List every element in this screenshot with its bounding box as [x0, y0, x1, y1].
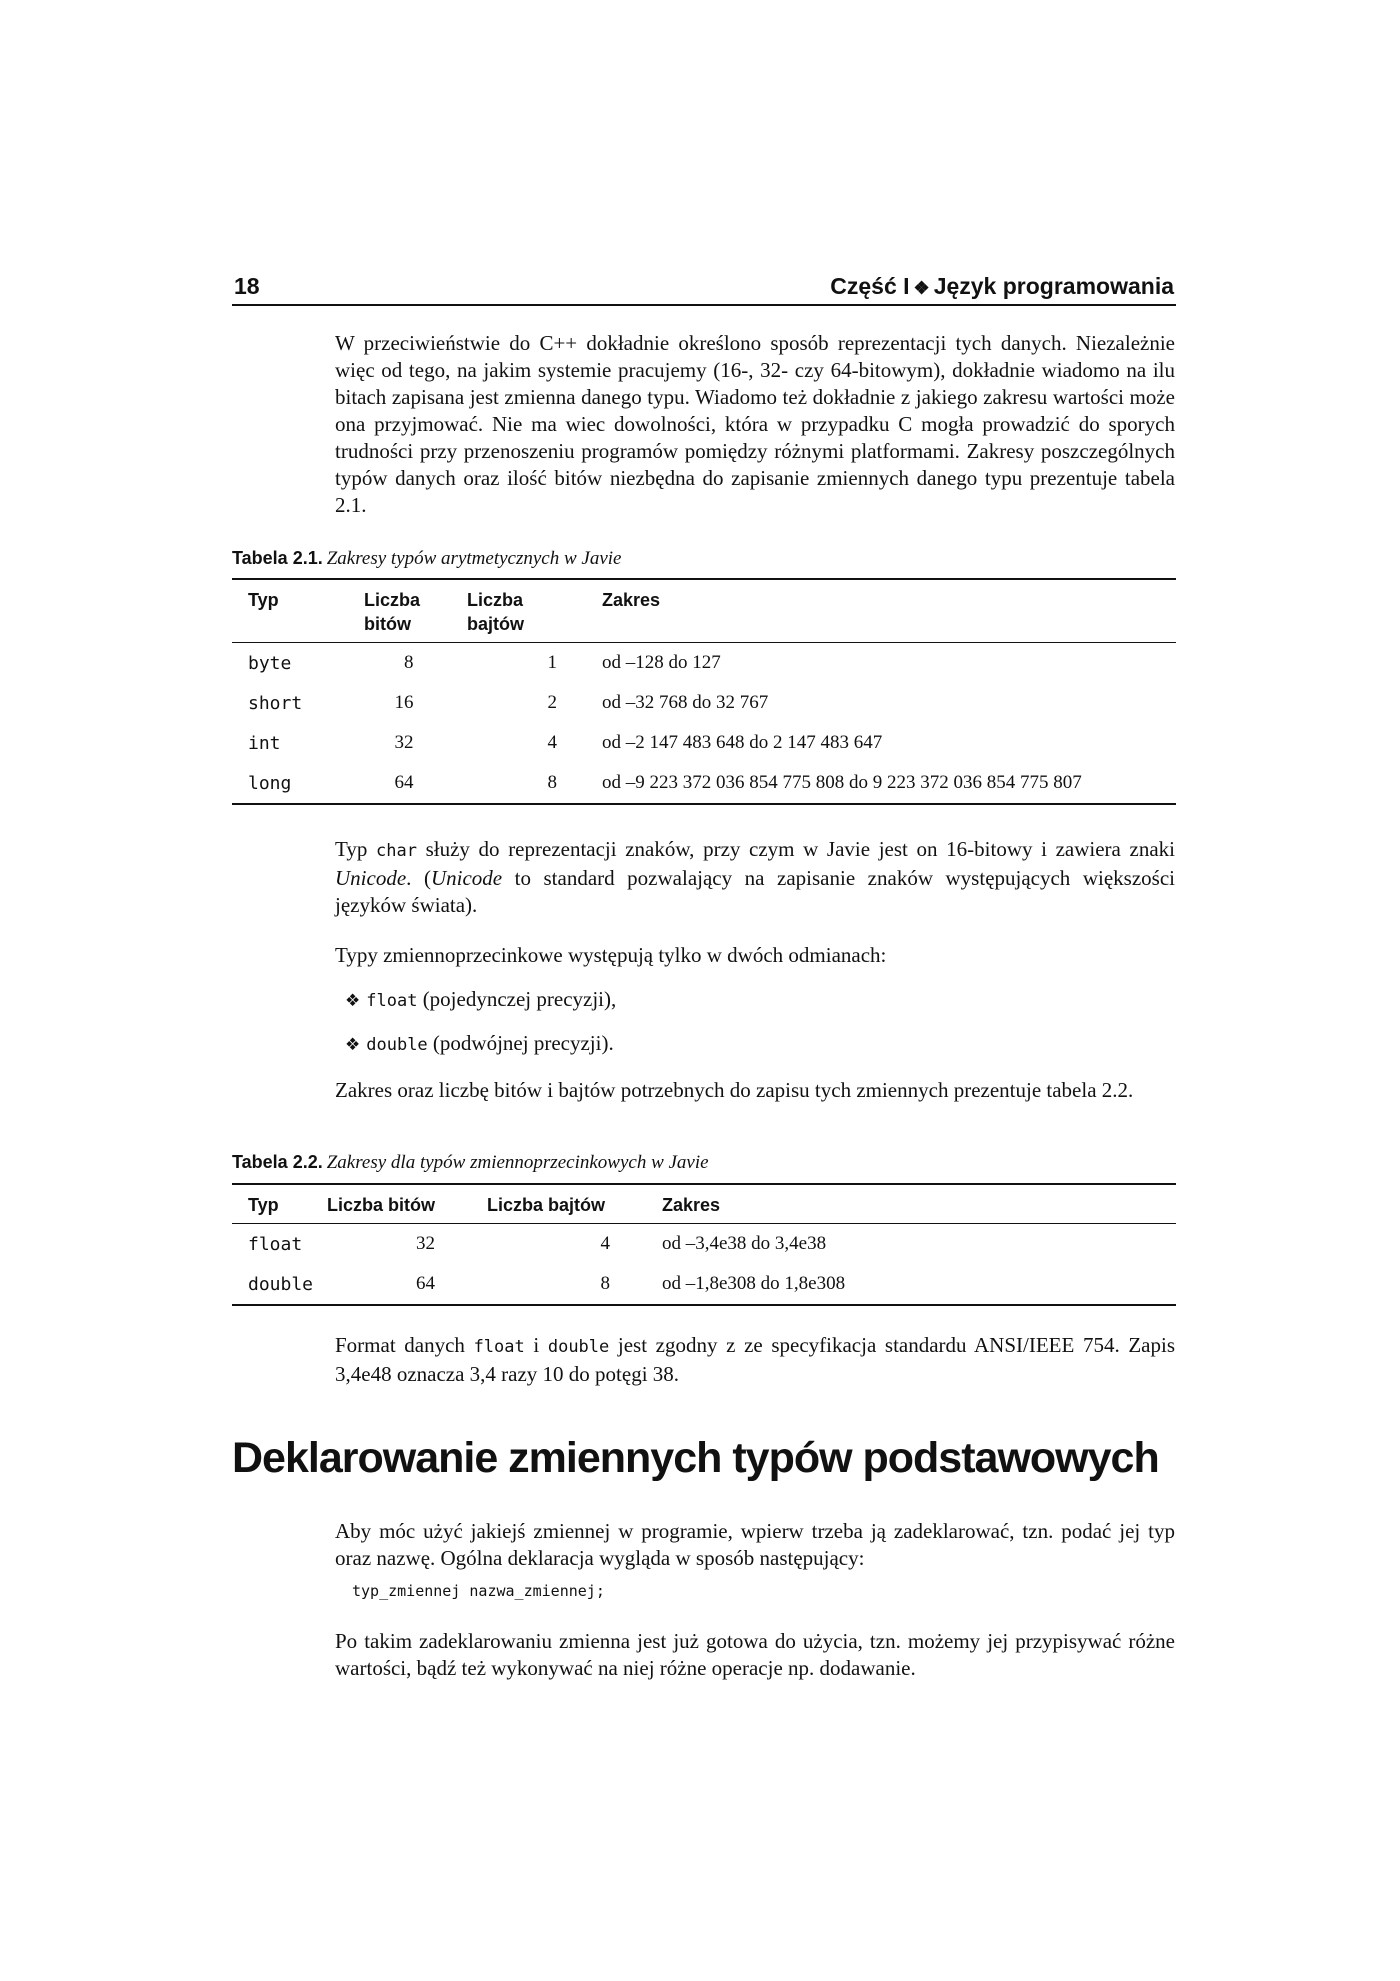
paragraph-intro: W przeciwieństwie do C++ dokładnie określono sposób reprezentacji tych danych. Niezależnie więc od tego, na jakim systemie pracujemy (16-, 32- czy 64-bitowym), dokładnie wiadomo na ilu bitach zapisana jest zmienna danego typu. Wiadomo też dokładnie z jakiego zakresu wartości może ona przyjmować. Nie ma wiec dowolności, która w przypadku C mogła prowadzić do sporych trudności przy przenoszeniu programów pomiędzy różnymi platformami. Zakresy poszczególnych typów danych oraz ilość bitów niezbędna do zapisanie zmiennych danego typu prezentuje tabela 2.1. — [335, 331, 1175, 517]
table1-header-range: Zakres — [602, 579, 1176, 643]
paragraph-table2-intro: Zakres oraz liczbę bitów i bajtów potrzebnych do zapisu tych zmiennych prezentuje tabela 2.2. — [335, 1078, 1134, 1102]
table2-header-type: Typ — [232, 1184, 327, 1224]
table-row: long 64 8 od –9 223 372 036 854 775 808 do 9 223 372 036 854 775 807 — [248, 772, 1082, 794]
table2-label: Tabela 2.2. — [232, 1152, 323, 1172]
list-item: ❖ float (pojedynczej precyzji), — [345, 987, 617, 1011]
table1-title: Zakresy typów arytmetycznych w Javie — [326, 548, 622, 569]
code-example: typ_zmiennej nazwa_zmiennej; — [352, 1582, 605, 1600]
table2-header-bytes: Liczba bajtów — [487, 1195, 606, 1215]
paragraph-char: Typ char służy do reprezentacji znaków, przy czym w Javie jest on 16-bitowy i zawiera znaki Unicode. (Unicode to standard pozwalający na zapisanie znaków występujących większości języków świata). — [335, 837, 1175, 917]
list-item: ❖ double (podwójnej precyzji). — [345, 1031, 614, 1055]
table-row: short 16 2 od –32 768 do 32 767 — [248, 692, 769, 714]
page-number: 18 — [234, 273, 260, 299]
table-row: double 64 8 od –1,8e308 do 1,8e308 — [248, 1273, 846, 1295]
table2-header-range: Zakres — [662, 1184, 1176, 1224]
table2-header-bits: Liczba bitów — [327, 1195, 435, 1215]
section-part: Część I — [830, 273, 910, 299]
paragraph-float-types: Typy zmiennoprzecinkowe występują tylko w dwóch odmianach: — [335, 943, 887, 967]
code-char: char — [376, 841, 417, 861]
diamond-icon: ❖ — [345, 1035, 361, 1054]
paragraph-after-declaration: Po takim zadeklarowaniu zmienna jest już gotowa do użycia, tzn. możemy jej przypisywać różne wartości, bądź też wykonywać na niej różne operacje np. dodawanie. — [335, 1629, 1175, 1680]
table1-label: Tabela 2.1. — [232, 548, 323, 568]
table-row: byte 8 1 od –128 do 127 — [248, 652, 721, 674]
table1-header-bits: Liczba bitów — [364, 590, 421, 634]
paragraph-ieee: Format danych float i double jest zgodny z ze specyfikacja standardu ANSI/IEEE 754. Zapis 3,4e48 oznacza 3,4 razy 10 do potęgi 38. — [335, 1333, 1175, 1386]
section-title — [830, 273, 1174, 300]
table-float-ranges — [232, 1183, 1176, 1306]
section-heading: Deklarowanie zmiennych typów podstawowych — [232, 1434, 1159, 1482]
section-name: Język programowania — [933, 273, 1174, 299]
table1-header-row — [232, 579, 1176, 643]
table2-caption — [232, 1152, 709, 1174]
bullet-list — [345, 986, 616, 1074]
table2-header-row — [232, 1184, 1176, 1224]
table1-header-bits-bytes — [328, 579, 557, 643]
running-header — [232, 272, 1176, 306]
diamond-icon: ❖ — [913, 278, 930, 298]
table1-caption — [232, 548, 621, 570]
table1-header-bytes: Liczba bajtów — [467, 590, 524, 634]
table-row: float 32 4 od –3,4e38 do 3,4e38 — [248, 1233, 827, 1255]
table-row: int 32 4 od –2 147 483 648 do 2 147 483 647 — [248, 732, 883, 754]
table1-header-type: Typ — [232, 579, 328, 643]
diamond-icon: ❖ — [345, 991, 361, 1010]
table-arithmetic-ranges — [232, 578, 1176, 805]
table2-header-bits-bytes — [327, 1184, 610, 1224]
paragraph-declaration: Aby móc użyć jakiejś zmiennej w programie, wpierw trzeba ją zadeklarować, tzn. podać jej typ oraz nazwę. Ogólna deklaracja wygląda w sposób następujący: — [335, 1519, 1175, 1570]
table2-title: Zakresy dla typów zmiennoprzecinkowych w Javie — [326, 1152, 709, 1173]
